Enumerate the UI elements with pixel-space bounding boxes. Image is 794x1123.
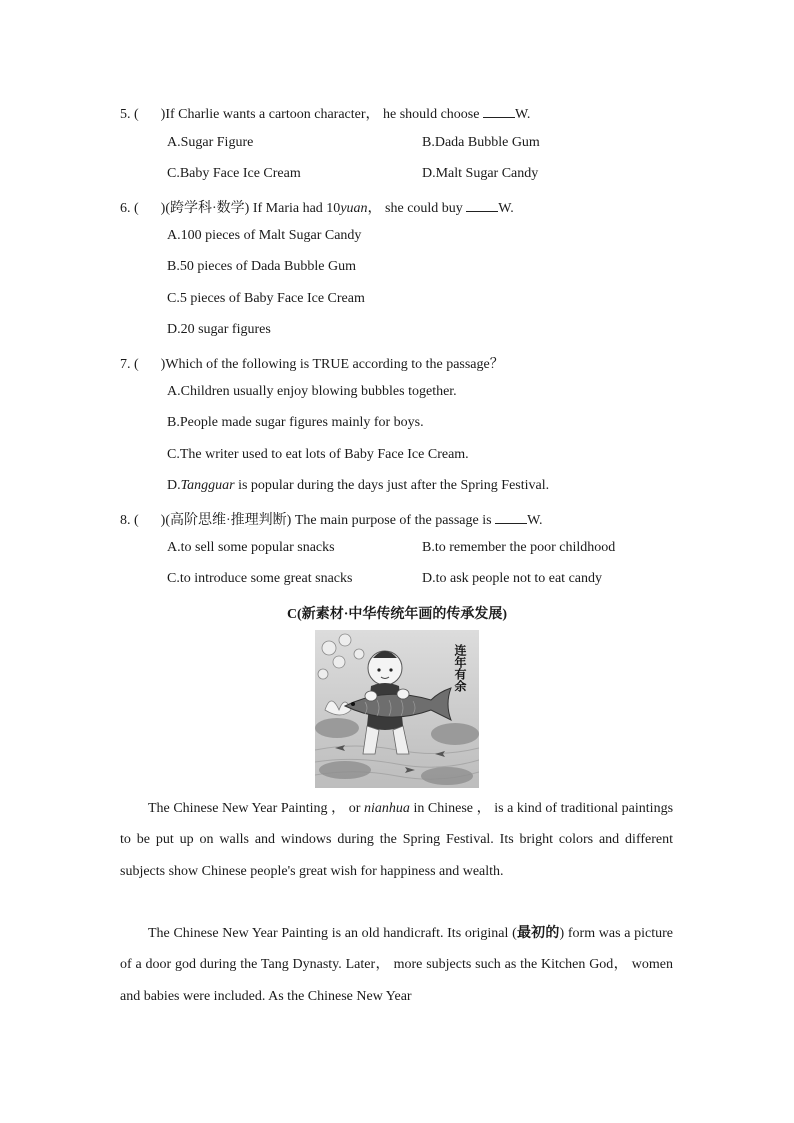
option-d: D.Malt Sugar Candy	[422, 166, 539, 181]
section-title: C(新素材·中华传统年画的传承发展)	[286, 607, 508, 622]
question-number: 5. (	[120, 107, 139, 122]
question-6	[120, 197, 514, 217]
question-tag: (高阶思维·推理判断)	[165, 513, 292, 528]
question-8	[120, 509, 543, 529]
painting-caption: 连年有余	[453, 644, 467, 692]
answer-blank	[483, 105, 515, 118]
paragraph-text: ) form was a picture of a door god during the Tang Dynasty. Later， more subjects such as the Kitchen God， women and babies were included. As the Chinese New Year	[120, 926, 674, 1004]
question-end: W.	[498, 201, 514, 216]
chinese-gloss: 最初的	[516, 925, 560, 941]
paragraph-text: The Chinese New Year Painting is an old handicraft. Its original (	[148, 926, 517, 941]
question-text: If Charlie wants a cartoon character， he should choose	[165, 107, 480, 122]
question-5	[120, 103, 530, 123]
question-number: 6. (	[120, 201, 139, 216]
new-year-painting-image	[315, 630, 479, 788]
option-b: B.People made sugar figures mainly for boys.	[167, 415, 424, 430]
paragraph-text: in Chinese ， is a kind of traditional paintings to be put up on walls and windows during the Spring Festival. Its bright colors and different subjects show Chinese people's great wish for happiness and wealth.	[120, 801, 674, 879]
option-c: C.5 pieces of Baby Face Ice Cream	[167, 291, 365, 306]
option-d: D.20 sugar figures	[167, 322, 271, 337]
question-text: If Maria had 10	[249, 201, 341, 216]
question-number: 8. (	[120, 513, 139, 528]
option-letter: D.	[167, 478, 181, 493]
option-b: B.Dada Bubble Gum	[422, 135, 540, 150]
option-a: A.100 pieces of Malt Sugar Candy	[167, 228, 362, 243]
question-tag: (跨学科·数学)	[165, 201, 250, 216]
option-c: C.The writer used to eat lots of Baby Face Ice Cream.	[167, 447, 469, 462]
option-b: B.50 pieces of Dada Bubble Gum	[167, 259, 356, 274]
question-text: Which of the following is TRUE according to the passage？	[165, 357, 504, 372]
option-text: is popular during the days just after the Spring Festival.	[234, 478, 550, 493]
question-end: W.	[514, 107, 531, 122]
question-paren-close: )	[160, 357, 166, 372]
paragraph-text: The Chinese New Year Painting ， or	[148, 801, 361, 816]
passage-paragraph-1	[120, 793, 673, 887]
question-paren-close: )	[160, 201, 166, 216]
question-text: The main purpose of the passage is	[291, 513, 492, 528]
question-number: 7. (	[120, 357, 139, 372]
answer-blank	[466, 199, 498, 212]
option-c: C.to introduce some great snacks	[167, 571, 353, 586]
option-d: D.to ask people not to eat candy	[422, 571, 603, 586]
italic-word: nianhua	[363, 801, 410, 816]
question-paren-close: )	[160, 513, 166, 528]
option-d	[167, 478, 549, 494]
question-end: W.	[527, 513, 543, 528]
answer-blank	[495, 511, 527, 524]
italic-word: Tangguar	[180, 478, 235, 493]
option-b: B.to remember the poor childhood	[422, 540, 616, 555]
question-7	[120, 353, 504, 373]
question-text-mid: ， she could buy	[367, 201, 463, 216]
option-a: A.Children usually enjoy blowing bubbles together.	[167, 384, 457, 399]
option-a: A.to sell some popular snacks	[167, 540, 335, 555]
question-paren-close: )	[160, 107, 166, 122]
passage-paragraph-2	[120, 918, 673, 1012]
option-c: C.Baby Face Ice Cream	[167, 166, 301, 181]
option-a: A.Sugar Figure	[167, 135, 254, 150]
italic-word: yuan	[340, 201, 368, 216]
